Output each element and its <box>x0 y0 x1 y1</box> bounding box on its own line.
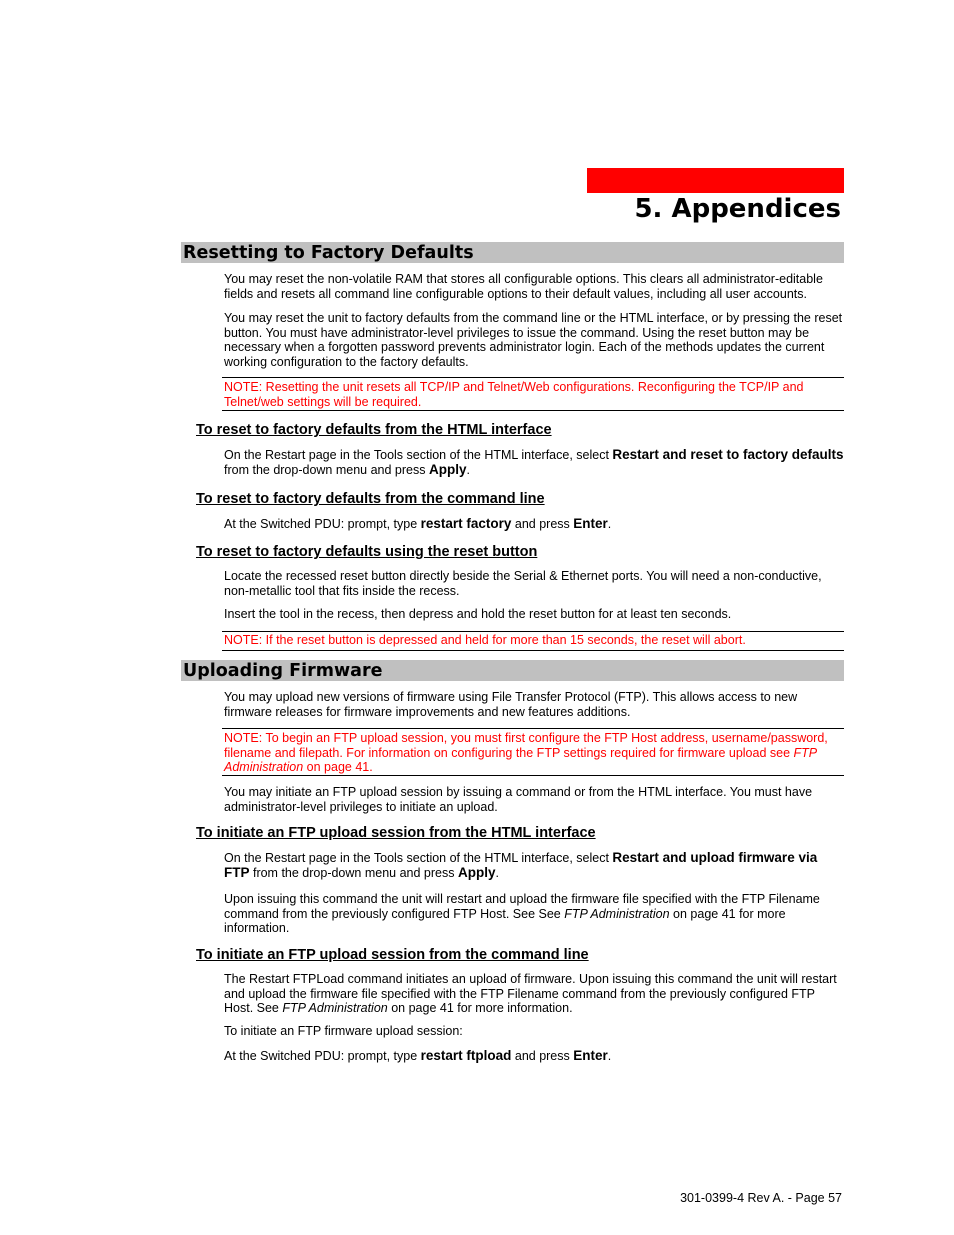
firmware-html-paragraph-1: On the Restart page in the Tools section of the HTML interface, select Restart and upload firmware via FTP from the drop-down menu and press Apply. <box>224 850 818 880</box>
reset-button-note: NOTE: If the reset button is depressed and held for more than 15 seconds, the reset will abort. <box>224 633 746 647</box>
page-footer: 301-0399-4 Rev A. - Page 57 <box>680 1191 842 1205</box>
subheading-firmware-cmd: To initiate an FTP upload session from the command line <box>196 947 589 963</box>
section-heading-firmware: Uploading Firmware <box>181 660 844 681</box>
chapter-title: 5. Appendices <box>634 194 841 224</box>
firmware-paragraph-2: You may initiate an FTP upload session by issuing a command or from the HTML interface. You must have administrator-level privileges to initiate an upload. <box>224 785 813 814</box>
subheading-firmware-html: To initiate an FTP upload session from the HTML interface <box>196 825 596 841</box>
firmware-html-paragraph-2: Upon issuing this command the unit will restart and upload the firmware file specified with the FTP Filename command from the previously configured FTP Host. See See FTP Administration on page 41 for more information. <box>224 892 820 936</box>
note-divider-bottom <box>222 775 844 776</box>
firmware-cmd-paragraph-1: The Restart FTPLoad command initiates an upload of firmware. Upon issuing this command the unit will restart and upload the firmware file specified with the FTP Filename command from the previously configured FTP Host. See FTP Administration on page 41 for more information. <box>224 972 837 1016</box>
reset-note: NOTE: Resetting the unit resets all TCP/IP and Telnet/Web configurations. Reconfiguring the TCP/IP and Telnet/web settings will be required. <box>224 380 804 409</box>
reset-cmd-paragraph: At the Switched PDU: prompt, type restart factory and press Enter. <box>224 516 612 531</box>
note-divider-bottom <box>222 410 844 411</box>
firmware-paragraph-1: You may upload new versions of firmware using File Transfer Protocol (FTP). This allows access to new firmware releases for firmware improvements and new features additions. <box>224 690 798 719</box>
reset-button-paragraph-2: Insert the tool in the recess, then depress and hold the reset button for at least ten seconds. <box>224 607 732 621</box>
note-divider-top <box>222 728 844 729</box>
note-divider-top <box>222 631 844 632</box>
reset-html-paragraph: On the Restart page in the Tools section of the HTML interface, select Restart and reset to factory defaults from the drop-down menu and press Apply. <box>224 447 844 477</box>
section-heading-reset: Resetting to Factory Defaults <box>181 242 844 263</box>
note-divider-bottom <box>222 650 844 651</box>
reset-button-paragraph-1: Locate the recessed reset button directly beside the Serial & Ethernet ports. You will need a non-conductive, non-metallic tool that fits inside the recess. <box>224 569 822 598</box>
firmware-cmd-paragraph-3: At the Switched PDU: prompt, type restart ftpload and press Enter. <box>224 1048 612 1063</box>
firmware-cmd-paragraph-2: To initiate an FTP firmware upload session: <box>224 1024 463 1038</box>
subheading-reset-cmd: To reset to factory defaults from the command line <box>196 491 545 507</box>
subheading-reset-button: To reset to factory defaults using the reset button <box>196 544 538 560</box>
reset-paragraph-1: You may reset the non-volatile RAM that stores all configurable options. This clears all administrator-editable fields and resets all command line configurable options to their default values, including all user accounts. <box>224 272 823 301</box>
subheading-reset-html: To reset to factory defaults from the HTML interface <box>196 422 552 438</box>
note-divider-top <box>222 377 844 378</box>
reset-paragraph-2: You may reset the unit to factory defaults from the command line or the HTML interface, or by pressing the reset button. You must have administrator-level privileges to issue the command. Using the reset button may be necessary when a forgotten password prevents administrator login. Each of the methods updates the current working configuration to the factory defaults. <box>224 311 843 369</box>
firmware-note: NOTE: To begin an FTP upload session, you must first configure the FTP Host address, username/password, filename and filepath. For information on configuring the FTP settings required for firmware upload see FTP Administration on page 41. <box>224 731 828 775</box>
